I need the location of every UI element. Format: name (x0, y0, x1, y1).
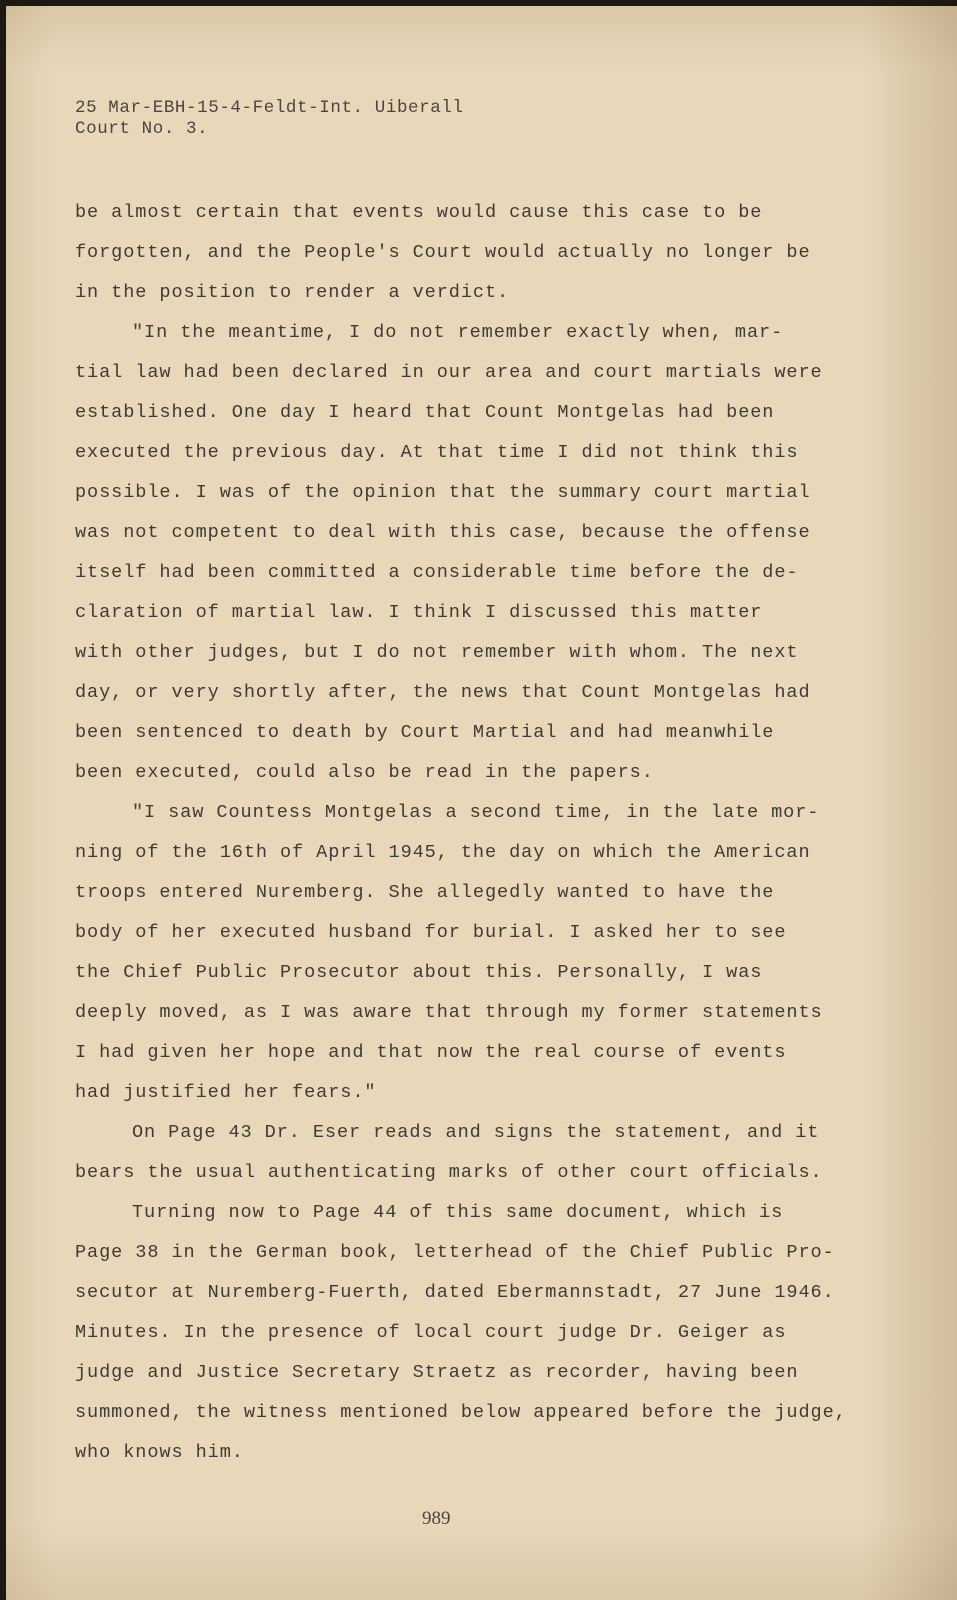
text-line: Minutes. In the presence of local court judge Dr. Geiger as (75, 1322, 787, 1343)
text-line: Page 38 in the German book, letterhead of the Chief Public Pro- (75, 1242, 835, 1263)
text-line: summoned, the witness mentioned below appeared before the judge, (75, 1402, 847, 1423)
text-line: with other judges, but I do not remember with whom. The next (75, 642, 799, 663)
text-line: tial law had been declared in our area and court martials were (75, 362, 823, 383)
document-page (6, 6, 957, 1600)
text-line: troops entered Nuremberg. She allegedly wanted to have the (75, 882, 775, 903)
text-line: judge and Justice Secretary Straetz as recorder, having been (75, 1362, 799, 1383)
text-line: deeply moved, as I was aware that through my former statements (75, 1002, 823, 1023)
text-line: day, or very shortly after, the news that Count Montgelas had (75, 682, 811, 703)
text-line: "In the meantime, I do not remember exactly when, mar- (132, 322, 784, 343)
text-line: was not competent to deal with this case, because the offense (75, 522, 811, 543)
text-line: body of her executed husband for burial. I asked her to see (75, 922, 787, 943)
header-court-number: Court No. 3. (75, 119, 209, 139)
text-line: claration of martial law. I think I discussed this matter (75, 602, 763, 623)
text-line: ning of the 16th of April 1945, the day on which the American (75, 842, 811, 863)
text-line: "I saw Countess Montgelas a second time, in the late mor- (132, 802, 820, 823)
text-line: had justified her fears." (75, 1082, 377, 1103)
text-line: been sentenced to death by Court Martial and had meanwhile (75, 722, 775, 743)
text-line: secutor at Nuremberg-Fuerth, dated Ebermannstadt, 27 June 1946. (75, 1282, 835, 1303)
header-reference: 25 Mar-EBH-15-4-Feldt-Int. Uiberall (75, 98, 464, 118)
text-line: who knows him. (75, 1442, 244, 1463)
text-line: On Page 43 Dr. Eser reads and signs the statement, and it (132, 1122, 820, 1143)
text-line: forgotten, and the People's Court would actually no longer be (75, 242, 811, 263)
text-line: be almost certain that events would cause this case to be (75, 202, 763, 223)
text-line: executed the previous day. At that time I did not think this (75, 442, 799, 463)
text-line: established. One day I heard that Count Montgelas had been (75, 402, 775, 423)
page-number: 989 (422, 1508, 451, 1529)
text-line: Turning now to Page 44 of this same document, which is (132, 1202, 784, 1223)
text-line: bears the usual authenticating marks of other court officials. (75, 1162, 823, 1183)
text-line: in the position to render a verdict. (75, 282, 510, 303)
document-header (75, 98, 464, 140)
text-line: itself had been committed a considerable time before the de- (75, 562, 799, 583)
text-line: I had given her hope and that now the real course of events (75, 1042, 787, 1063)
text-line: been executed, could also be read in the papers. (75, 762, 654, 783)
text-line: possible. I was of the opinion that the summary court martial (75, 482, 811, 503)
text-line: the Chief Public Prosecutor about this. Personally, I was (75, 962, 763, 983)
